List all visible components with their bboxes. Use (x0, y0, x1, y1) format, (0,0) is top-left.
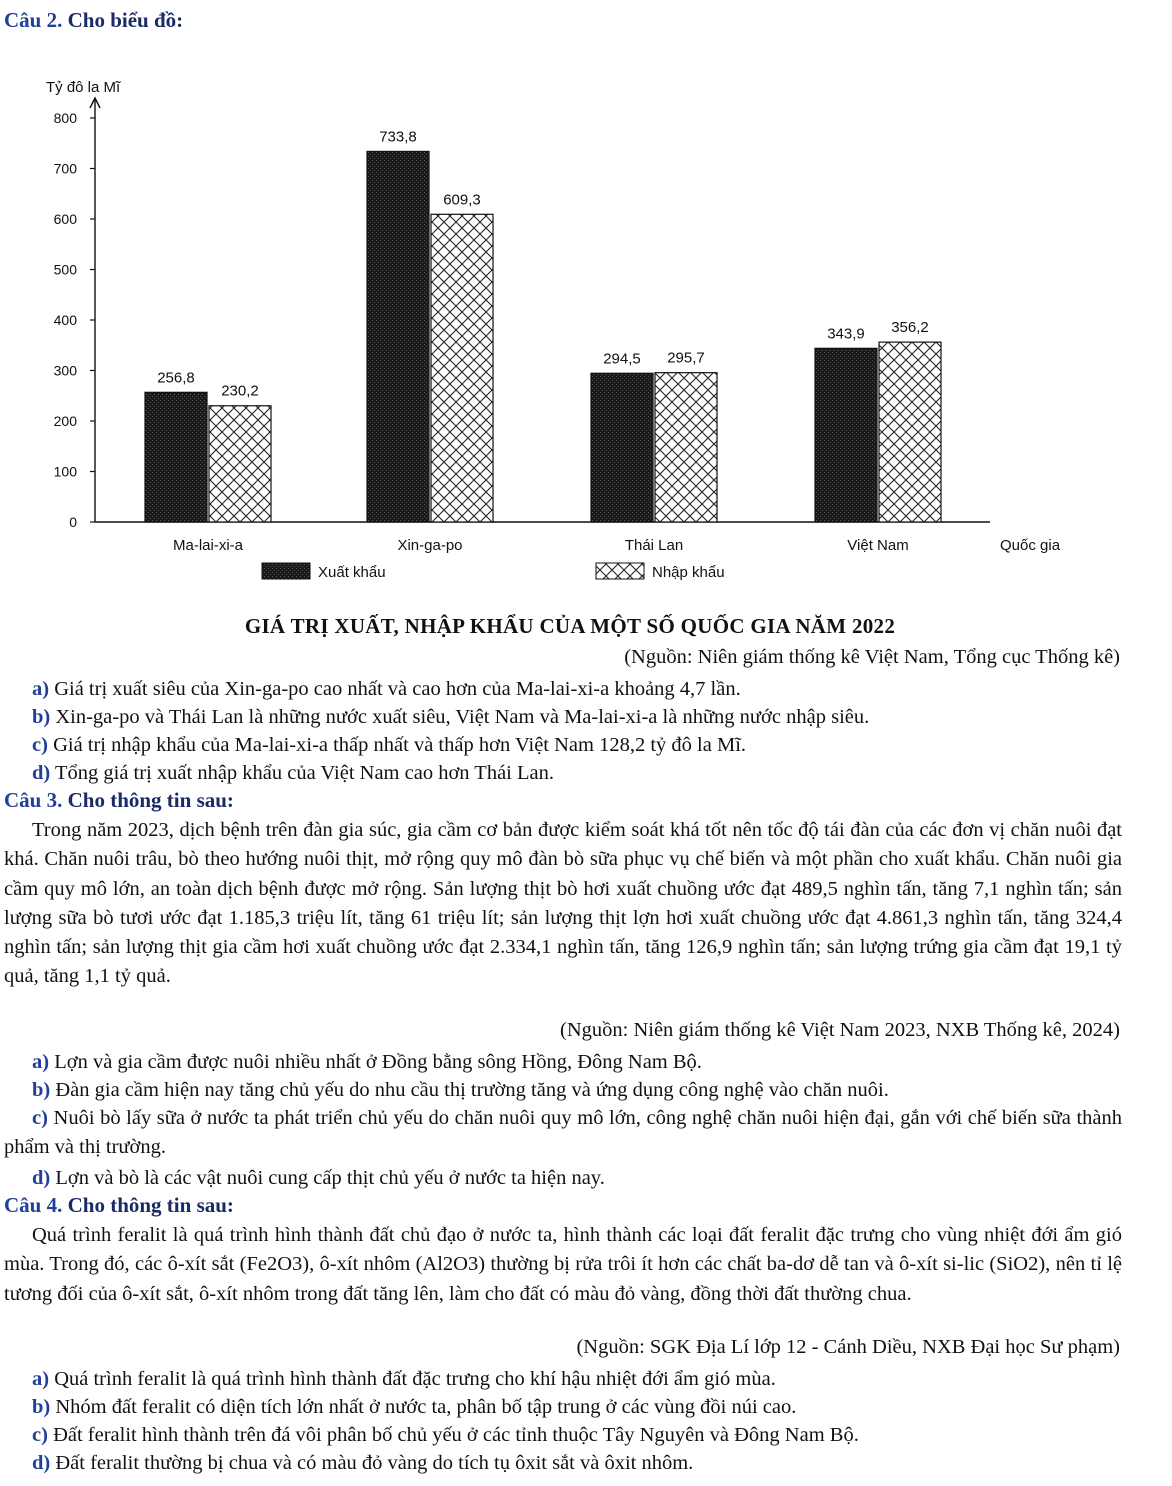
legend-import-label: Nhập khẩu (652, 564, 725, 581)
y-tick-label: 400 (53, 312, 77, 328)
y-tick-label: 300 (53, 362, 77, 379)
question-2-option-a[interactable] (32, 675, 1132, 703)
option-label: d) (32, 1452, 51, 1474)
chart-caption: GIÁ TRỊ XUẤT, NHẬP KHẨU CỦA MỘT SỐ QUỐC GIA NĂM 2022 (244, 614, 896, 638)
question-4-paragraph: Quá trình feralit là quá trình hình thành đất chủ đạo ở nước ta, hình thành các loại đất feralit đặc trưng cho vùng nhiệt đới ẩm gió mùa. Trong đó, các ô-xít sắt (Fe2O3), ô-xít nhôm (Al2O3) thường bị rửa trôi ít hơn các chất ba-dơ dễ tan và ô-xít si-lic (SiO2), nên tỉ lệ tương đối của ô-xít sắt, ô-xít nhôm trong đất tăng lên, làm cho đất có màu đỏ vàng, đồng thời đất thường chua. (4, 1224, 1122, 1305)
y-tick-label: 800 (53, 110, 77, 126)
bar-import (879, 342, 941, 522)
question-4-option-b[interactable] (32, 1393, 1132, 1421)
chart-legend (262, 563, 725, 581)
option-text: Lợn và gia cầm được nuôi nhiều nhất ở Đồng bằng sông Hồng, Đông Nam Bộ. (49, 1051, 702, 1073)
bar-export (815, 348, 877, 522)
bar-import (209, 406, 271, 522)
question-3-option-a[interactable] (32, 1048, 1132, 1076)
chart-bars (145, 128, 941, 554)
question-4-option-c[interactable] (32, 1421, 1132, 1449)
y-tick-label: 0 (69, 514, 77, 530)
option-label: a) (32, 1051, 50, 1073)
question-2-heading: Cho biểu đồ: (62, 8, 184, 32)
option-text: Lợn và bò là các vật nuôi cung cấp thịt chủ yếu ở nước ta hiện nay. (50, 1167, 605, 1189)
y-tick-label: 100 (53, 463, 77, 480)
question-4-option-a[interactable] (32, 1365, 1132, 1393)
option-text: Tổng giá trị xuất nhập khẩu của Việt Nam cao hơn Thái Lan. (50, 762, 554, 784)
bar-value-label: 733,8 (379, 128, 417, 146)
option-text: Giá trị nhập khẩu của Ma-lai-xi-a thấp nhất và thấp hơn Việt Nam 128,2 tỷ đô la Mĩ. (47, 734, 747, 756)
question-2-option-c[interactable] (32, 731, 1132, 759)
bar-value-label: 294,5 (603, 350, 641, 368)
y-tick-label: 200 (53, 413, 77, 429)
question-2-option-d[interactable] (32, 759, 1132, 787)
x-category-label: Thái Lan (624, 537, 684, 554)
option-label: b) (32, 1396, 51, 1418)
y-axis-title: Tỷ đô la Mĩ (46, 79, 121, 96)
y-tick-label: 700 (53, 160, 77, 177)
question-3-option-d[interactable] (32, 1164, 1132, 1192)
option-text: Giá trị xuất siêu của Xin-ga-po cao nhất và cao hơn của Ma-lai-xi-a khoảng 4,7 lần. (49, 678, 741, 700)
option-label: c) (32, 1107, 48, 1129)
question-2-title (4, 8, 183, 33)
bar-value-label: 343,9 (827, 325, 865, 343)
x-axis-title: Quốc gia (1000, 537, 1061, 554)
question-2-option-b[interactable] (32, 703, 1132, 731)
bar-export (591, 373, 653, 522)
option-label: a) (32, 1368, 50, 1390)
question-2-source: (Nguồn: Niên giám thống kê Việt Nam, Tổng cục Thống kê) (624, 646, 1120, 668)
bar-value-label: 230,2 (221, 382, 259, 400)
bar-import (431, 214, 493, 522)
option-label: b) (32, 706, 51, 728)
question-3-option-b[interactable] (32, 1076, 1132, 1104)
option-text: Nhóm đất feralit có diện tích lớn nhất ở nước ta, phân bố tập trung ở các vùng đồi núi cao. (50, 1396, 797, 1418)
y-tick-label: 500 (53, 261, 77, 278)
option-text: Xin-ga-po và Thái Lan là những nước xuất siêu, Việt Nam và Ma-lai-xi-a là những nước nhập siêu. (50, 706, 870, 728)
legend-import-swatch (596, 563, 644, 579)
question-3-number: Câu 3. (4, 788, 63, 812)
export-import-bar-chart (0, 60, 1172, 600)
question-4-source: (Nguồn: SGK Địa Lí lớp 12 - Cánh Diều, NXB Đại học Sư phạm) (576, 1336, 1120, 1358)
question-3-option-c[interactable] (4, 1104, 1122, 1163)
question-3-source: (Nguồn: Niên giám thống kê Việt Nam 2023, NXB Thống kê, 2024) (560, 1019, 1120, 1041)
option-text: Đàn gia cầm hiện nay tăng chủ yếu do nhu cầu thị trường tăng và ứng dụng công nghệ vào chăn nuôi. (50, 1079, 889, 1101)
question-3-heading: Cho thông tin sau: (62, 788, 234, 812)
question-2-number: Câu 2. (4, 8, 63, 32)
legend-export-label: Xuất khẩu (318, 564, 386, 581)
bar-value-label: 295,7 (667, 349, 705, 367)
option-label: b) (32, 1079, 51, 1101)
question-4-heading: Cho thông tin sau: (62, 1193, 234, 1217)
option-label: c) (32, 734, 48, 756)
x-category-label: Xin-ga-po (397, 537, 463, 554)
option-label: d) (32, 1167, 51, 1189)
x-category-label: Việt Nam (847, 537, 909, 554)
question-3-title (4, 788, 234, 813)
bar-export (145, 392, 207, 522)
bar-value-label: 256,8 (157, 369, 195, 387)
bar-export (367, 151, 429, 522)
bar-value-label: 609,3 (443, 191, 481, 209)
option-text: Nuôi bò lấy sữa ở nước ta phát triển chủ yếu do chăn nuôi quy mô lớn, công nghệ chăn nuôi hiện đại, gắn với chế biến sữa thành phẩm và thị trường. (4, 1107, 1122, 1159)
option-label: d) (32, 762, 51, 784)
x-category-label: Ma-lai-xi-a (172, 537, 244, 554)
question-4-option-d[interactable] (32, 1449, 1132, 1477)
option-text: Đất feralit hình thành trên đá vôi phân bố chủ yếu ở các tỉnh thuộc Tây Nguyên và Đông Nam Bộ. (47, 1424, 859, 1446)
bar-value-label: 356,2 (891, 319, 929, 337)
option-text: Đất feralit thường bị chua và có màu đỏ vàng do tích tụ ôxit sắt và ôxit nhôm. (50, 1452, 694, 1474)
y-tick-label: 600 (53, 211, 77, 227)
option-text: Quá trình feralit là quá trình hình thành đất đặc trưng cho khí hậu nhiệt đới ẩm gió mùa. (49, 1368, 776, 1390)
question-3-paragraph: Trong năm 2023, dịch bệnh trên đàn gia súc, gia cầm cơ bản được kiểm soát khá tốt nên tốc độ tái đàn của các đơn vị chăn nuôi đạt khá. Chăn nuôi trâu, bò theo hướng nuôi thịt, mở rộng quy mô đàn bò sữa phục vụ chế biến và một phần cho xuất khẩu. Chăn nuôi gia cầm quy mô lớn, an toàn dịch bệnh được mở rộng. Sản lượng thịt bò hơi xuất chuồng ước đạt 489,5 nghìn tấn, tăng 7,1 nghìn tấn; sản lượng sữa bò tươi ước đạt 1.185,3 triệu lít, tăng 61 triệu lít; sản lượng thịt lợn hơi xuất chuồng ước đạt 4.861,3 nghìn tấn, tăng 324,4 nghìn tấn; sản lượng thịt gia cầm hơi xuất chuồng ước đạt 2.334,1 nghìn tấn, tăng 126,9 nghìn tấn; sản lượng trứng gia cầm đạt 19,1 tỷ quả, tăng 1,1 tỷ quả. (4, 819, 1122, 988)
option-label: a) (32, 678, 50, 700)
bar-import (655, 373, 717, 522)
option-label: c) (32, 1424, 48, 1446)
legend-export-swatch (262, 563, 310, 579)
question-4-title (4, 1193, 234, 1218)
question-4-number: Câu 4. (4, 1193, 63, 1217)
